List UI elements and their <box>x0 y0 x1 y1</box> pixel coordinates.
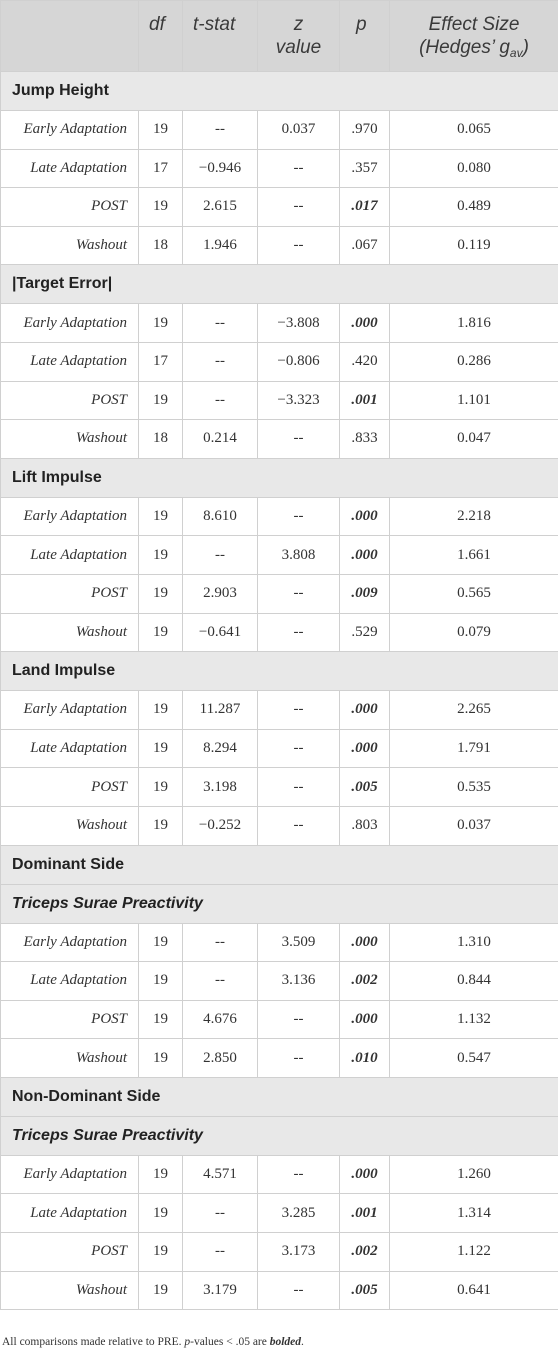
table-row <box>1 613 558 652</box>
table-row <box>1 1155 558 1194</box>
df-cell: 19 <box>139 1155 183 1194</box>
z-value-cell: -- <box>258 1039 340 1078</box>
effect-size-cell: 1.791 <box>390 729 558 768</box>
table-row <box>1 806 558 845</box>
z-value-cell: 0.037 <box>258 111 340 150</box>
effect-size-cell: 1.132 <box>390 1000 558 1039</box>
condition-cell: POST <box>1 1000 139 1039</box>
effect-size-cell: 1.816 <box>390 304 558 343</box>
df-cell: 19 <box>139 962 183 1001</box>
t-stat-cell: -- <box>183 962 258 1001</box>
effect-size-cell: 0.535 <box>390 768 558 807</box>
df-cell: 19 <box>139 691 183 730</box>
p-value-cell: .005 <box>340 768 390 807</box>
condition-cell: Late Adaptation <box>1 729 139 768</box>
group-subtitle: Triceps Surae Preactivity <box>1 884 558 923</box>
header-condition <box>1 1 139 72</box>
table-row <box>1 729 558 768</box>
p-value-cell: .357 <box>340 149 390 188</box>
effect-size-cell: 0.489 <box>390 188 558 227</box>
df-cell: 19 <box>139 1039 183 1078</box>
z-value-cell: -- <box>258 1271 340 1310</box>
effect-size-cell: 0.119 <box>390 226 558 265</box>
p-value-cell: .000 <box>340 1000 390 1039</box>
effect-size-cell: 2.218 <box>390 497 558 536</box>
table-row <box>1 381 558 420</box>
df-cell: 19 <box>139 574 183 613</box>
z-value-cell: -- <box>258 420 340 459</box>
df-cell: 19 <box>139 923 183 962</box>
effect-size-cell: 1.260 <box>390 1155 558 1194</box>
condition-cell: Washout <box>1 613 139 652</box>
table-row <box>1 768 558 807</box>
group-header-row <box>1 1077 558 1116</box>
p-value-cell: .009 <box>340 574 390 613</box>
effect-size-cell: 1.661 <box>390 536 558 575</box>
header-effect-sub: av <box>509 46 523 60</box>
p-value-cell: .833 <box>340 420 390 459</box>
condition-cell: Early Adaptation <box>1 923 139 962</box>
p-value-cell: .000 <box>340 729 390 768</box>
z-value-cell: -- <box>258 574 340 613</box>
table-row <box>1 111 558 150</box>
table-row <box>1 342 558 381</box>
condition-cell: POST <box>1 188 139 227</box>
condition-cell: Late Adaptation <box>1 149 139 188</box>
condition-cell: Washout <box>1 420 139 459</box>
condition-cell: Early Adaptation <box>1 111 139 150</box>
p-value-cell: .001 <box>340 381 390 420</box>
table-row <box>1 1000 558 1039</box>
header-effect-prefix: (Hedges’ g <box>419 37 510 58</box>
t-stat-cell: 11.287 <box>183 691 258 730</box>
header-effect-size <box>390 1 558 72</box>
t-stat-cell: 8.294 <box>183 729 258 768</box>
footnote-p: p <box>184 1336 191 1348</box>
header-t-stat: t-stat <box>183 1 258 72</box>
t-stat-cell: -- <box>183 304 258 343</box>
z-value-cell: 3.173 <box>258 1233 340 1272</box>
group-subtitle-row <box>1 884 558 923</box>
effect-size-cell: 1.122 <box>390 1233 558 1272</box>
group-header-row <box>1 845 558 884</box>
p-value-cell: .000 <box>340 304 390 343</box>
table-row <box>1 497 558 536</box>
p-value-cell: .017 <box>340 188 390 227</box>
p-value-cell: .000 <box>340 536 390 575</box>
table-row <box>1 536 558 575</box>
p-value-cell: .000 <box>340 691 390 730</box>
df-cell: 19 <box>139 1233 183 1272</box>
z-value-cell: 3.509 <box>258 923 340 962</box>
footnote-part1: All comparisons made relative to PRE. <box>2 1336 185 1348</box>
effect-size-cell: 1.314 <box>390 1194 558 1233</box>
effect-size-cell: 1.101 <box>390 381 558 420</box>
effect-size-cell: 0.844 <box>390 962 558 1001</box>
df-cell: 19 <box>139 1271 183 1310</box>
p-value-cell: .002 <box>340 962 390 1001</box>
p-value-cell: .803 <box>340 806 390 845</box>
table-row <box>1 188 558 227</box>
df-cell: 17 <box>139 342 183 381</box>
z-value-cell: -- <box>258 729 340 768</box>
t-stat-cell: 0.214 <box>183 420 258 459</box>
p-value-cell: .005 <box>340 1271 390 1310</box>
condition-cell: Washout <box>1 226 139 265</box>
df-cell: 18 <box>139 226 183 265</box>
t-stat-cell: 4.571 <box>183 1155 258 1194</box>
header-z-line2: value <box>275 37 322 58</box>
condition-cell: Early Adaptation <box>1 497 139 536</box>
t-stat-cell: 3.179 <box>183 1271 258 1310</box>
z-value-cell: -- <box>258 497 340 536</box>
table-row <box>1 1039 558 1078</box>
df-cell: 18 <box>139 420 183 459</box>
table-row <box>1 149 558 188</box>
z-value-cell: -- <box>258 806 340 845</box>
p-value-cell: .000 <box>340 1155 390 1194</box>
table-row <box>1 923 558 962</box>
condition-cell: Washout <box>1 1271 139 1310</box>
t-stat-cell: 2.903 <box>183 574 258 613</box>
condition-cell: Early Adaptation <box>1 691 139 730</box>
condition-cell: POST <box>1 381 139 420</box>
group-subtitle: Triceps Surae Preactivity <box>1 1116 558 1155</box>
footnote-part3: . <box>301 1336 304 1348</box>
table-row <box>1 574 558 613</box>
df-cell: 19 <box>139 536 183 575</box>
effect-size-cell: 2.265 <box>390 691 558 730</box>
df-cell: 19 <box>139 768 183 807</box>
p-value-cell: .002 <box>340 1233 390 1272</box>
df-cell: 19 <box>139 188 183 227</box>
df-cell: 19 <box>139 1000 183 1039</box>
group-title: Lift Impulse <box>1 458 558 497</box>
group-title: |Target Error| <box>1 265 558 304</box>
z-value-cell: -- <box>258 149 340 188</box>
z-value-cell: −0.806 <box>258 342 340 381</box>
group-title: Jump Height <box>1 72 558 111</box>
effect-size-cell: 0.286 <box>390 342 558 381</box>
group-subtitle-row <box>1 1116 558 1155</box>
condition-cell: Washout <box>1 806 139 845</box>
t-stat-cell: 1.946 <box>183 226 258 265</box>
z-value-cell: 3.136 <box>258 962 340 1001</box>
p-value-cell: .067 <box>340 226 390 265</box>
df-cell: 19 <box>139 729 183 768</box>
group-header-row <box>1 652 558 691</box>
p-value-cell: .529 <box>340 613 390 652</box>
t-stat-cell: −0.641 <box>183 613 258 652</box>
df-cell: 17 <box>139 149 183 188</box>
condition-cell: Late Adaptation <box>1 962 139 1001</box>
condition-cell: Late Adaptation <box>1 342 139 381</box>
p-value-cell: .420 <box>340 342 390 381</box>
t-stat-cell: −0.946 <box>183 149 258 188</box>
t-stat-cell: −0.252 <box>183 806 258 845</box>
effect-size-cell: 0.037 <box>390 806 558 845</box>
z-value-cell: 3.808 <box>258 536 340 575</box>
header-z-value <box>258 1 340 72</box>
header-effect-suffix: ) <box>522 37 529 58</box>
df-cell: 19 <box>139 111 183 150</box>
table-row <box>1 691 558 730</box>
t-stat-cell: 8.610 <box>183 497 258 536</box>
effect-size-cell: 0.565 <box>390 574 558 613</box>
z-value-cell: -- <box>258 226 340 265</box>
p-value-cell: .001 <box>340 1194 390 1233</box>
footnote-part2: -values < .05 are <box>190 1336 270 1348</box>
df-cell: 19 <box>139 613 183 652</box>
condition-cell: Early Adaptation <box>1 304 139 343</box>
z-value-cell: -- <box>258 691 340 730</box>
effect-size-cell: 0.080 <box>390 149 558 188</box>
header-z-line1: z <box>293 14 304 35</box>
t-stat-cell: 3.198 <box>183 768 258 807</box>
effect-size-cell: 1.310 <box>390 923 558 962</box>
condition-cell: Late Adaptation <box>1 1194 139 1233</box>
table-row <box>1 304 558 343</box>
table-header <box>1 1 558 72</box>
group-title: Dominant Side <box>1 845 558 884</box>
table-row <box>1 226 558 265</box>
effect-size-cell: 0.547 <box>390 1039 558 1078</box>
df-cell: 19 <box>139 304 183 343</box>
table-footnote <box>2 1336 304 1348</box>
t-stat-cell: 2.850 <box>183 1039 258 1078</box>
condition-cell: POST <box>1 574 139 613</box>
condition-cell: POST <box>1 1233 139 1272</box>
z-value-cell: 3.285 <box>258 1194 340 1233</box>
condition-cell: Washout <box>1 1039 139 1078</box>
z-value-cell: -- <box>258 768 340 807</box>
df-cell: 19 <box>139 806 183 845</box>
t-stat-cell: -- <box>183 381 258 420</box>
table-row <box>1 1233 558 1272</box>
header-effect-line1: Effect Size <box>428 14 520 35</box>
df-cell: 19 <box>139 1194 183 1233</box>
t-stat-cell: -- <box>183 923 258 962</box>
p-value-cell: .000 <box>340 497 390 536</box>
z-value-cell: −3.323 <box>258 381 340 420</box>
z-value-cell: -- <box>258 613 340 652</box>
effect-size-cell: 0.641 <box>390 1271 558 1310</box>
header-df: df <box>139 1 183 72</box>
df-cell: 19 <box>139 497 183 536</box>
p-value-cell: .970 <box>340 111 390 150</box>
df-cell: 19 <box>139 381 183 420</box>
t-stat-cell: -- <box>183 536 258 575</box>
t-stat-cell: 4.676 <box>183 1000 258 1039</box>
table-row <box>1 962 558 1001</box>
condition-cell: POST <box>1 768 139 807</box>
z-value-cell: −3.808 <box>258 304 340 343</box>
table-body <box>1 72 558 1310</box>
footnote-bolded: bolded <box>269 1336 302 1348</box>
effect-size-cell: 0.047 <box>390 420 558 459</box>
condition-cell: Early Adaptation <box>1 1155 139 1194</box>
effect-size-cell: 0.079 <box>390 613 558 652</box>
t-stat-cell: -- <box>183 1233 258 1272</box>
table-row <box>1 420 558 459</box>
z-value-cell: -- <box>258 1155 340 1194</box>
group-header-row <box>1 265 558 304</box>
t-stat-cell: -- <box>183 342 258 381</box>
header-p: p <box>340 1 390 72</box>
p-value-cell: .000 <box>340 923 390 962</box>
group-header-row <box>1 458 558 497</box>
t-stat-cell: -- <box>183 1194 258 1233</box>
effect-size-cell: 0.065 <box>390 111 558 150</box>
group-header-row <box>1 72 558 111</box>
t-stat-cell: -- <box>183 111 258 150</box>
table-row <box>1 1194 558 1233</box>
p-value-cell: .010 <box>340 1039 390 1078</box>
group-title: Non-Dominant Side <box>1 1077 558 1116</box>
t-stat-cell: 2.615 <box>183 188 258 227</box>
z-value-cell: -- <box>258 1000 340 1039</box>
group-title: Land Impulse <box>1 652 558 691</box>
table-row <box>1 1271 558 1310</box>
z-value-cell: -- <box>258 188 340 227</box>
condition-cell: Late Adaptation <box>1 536 139 575</box>
